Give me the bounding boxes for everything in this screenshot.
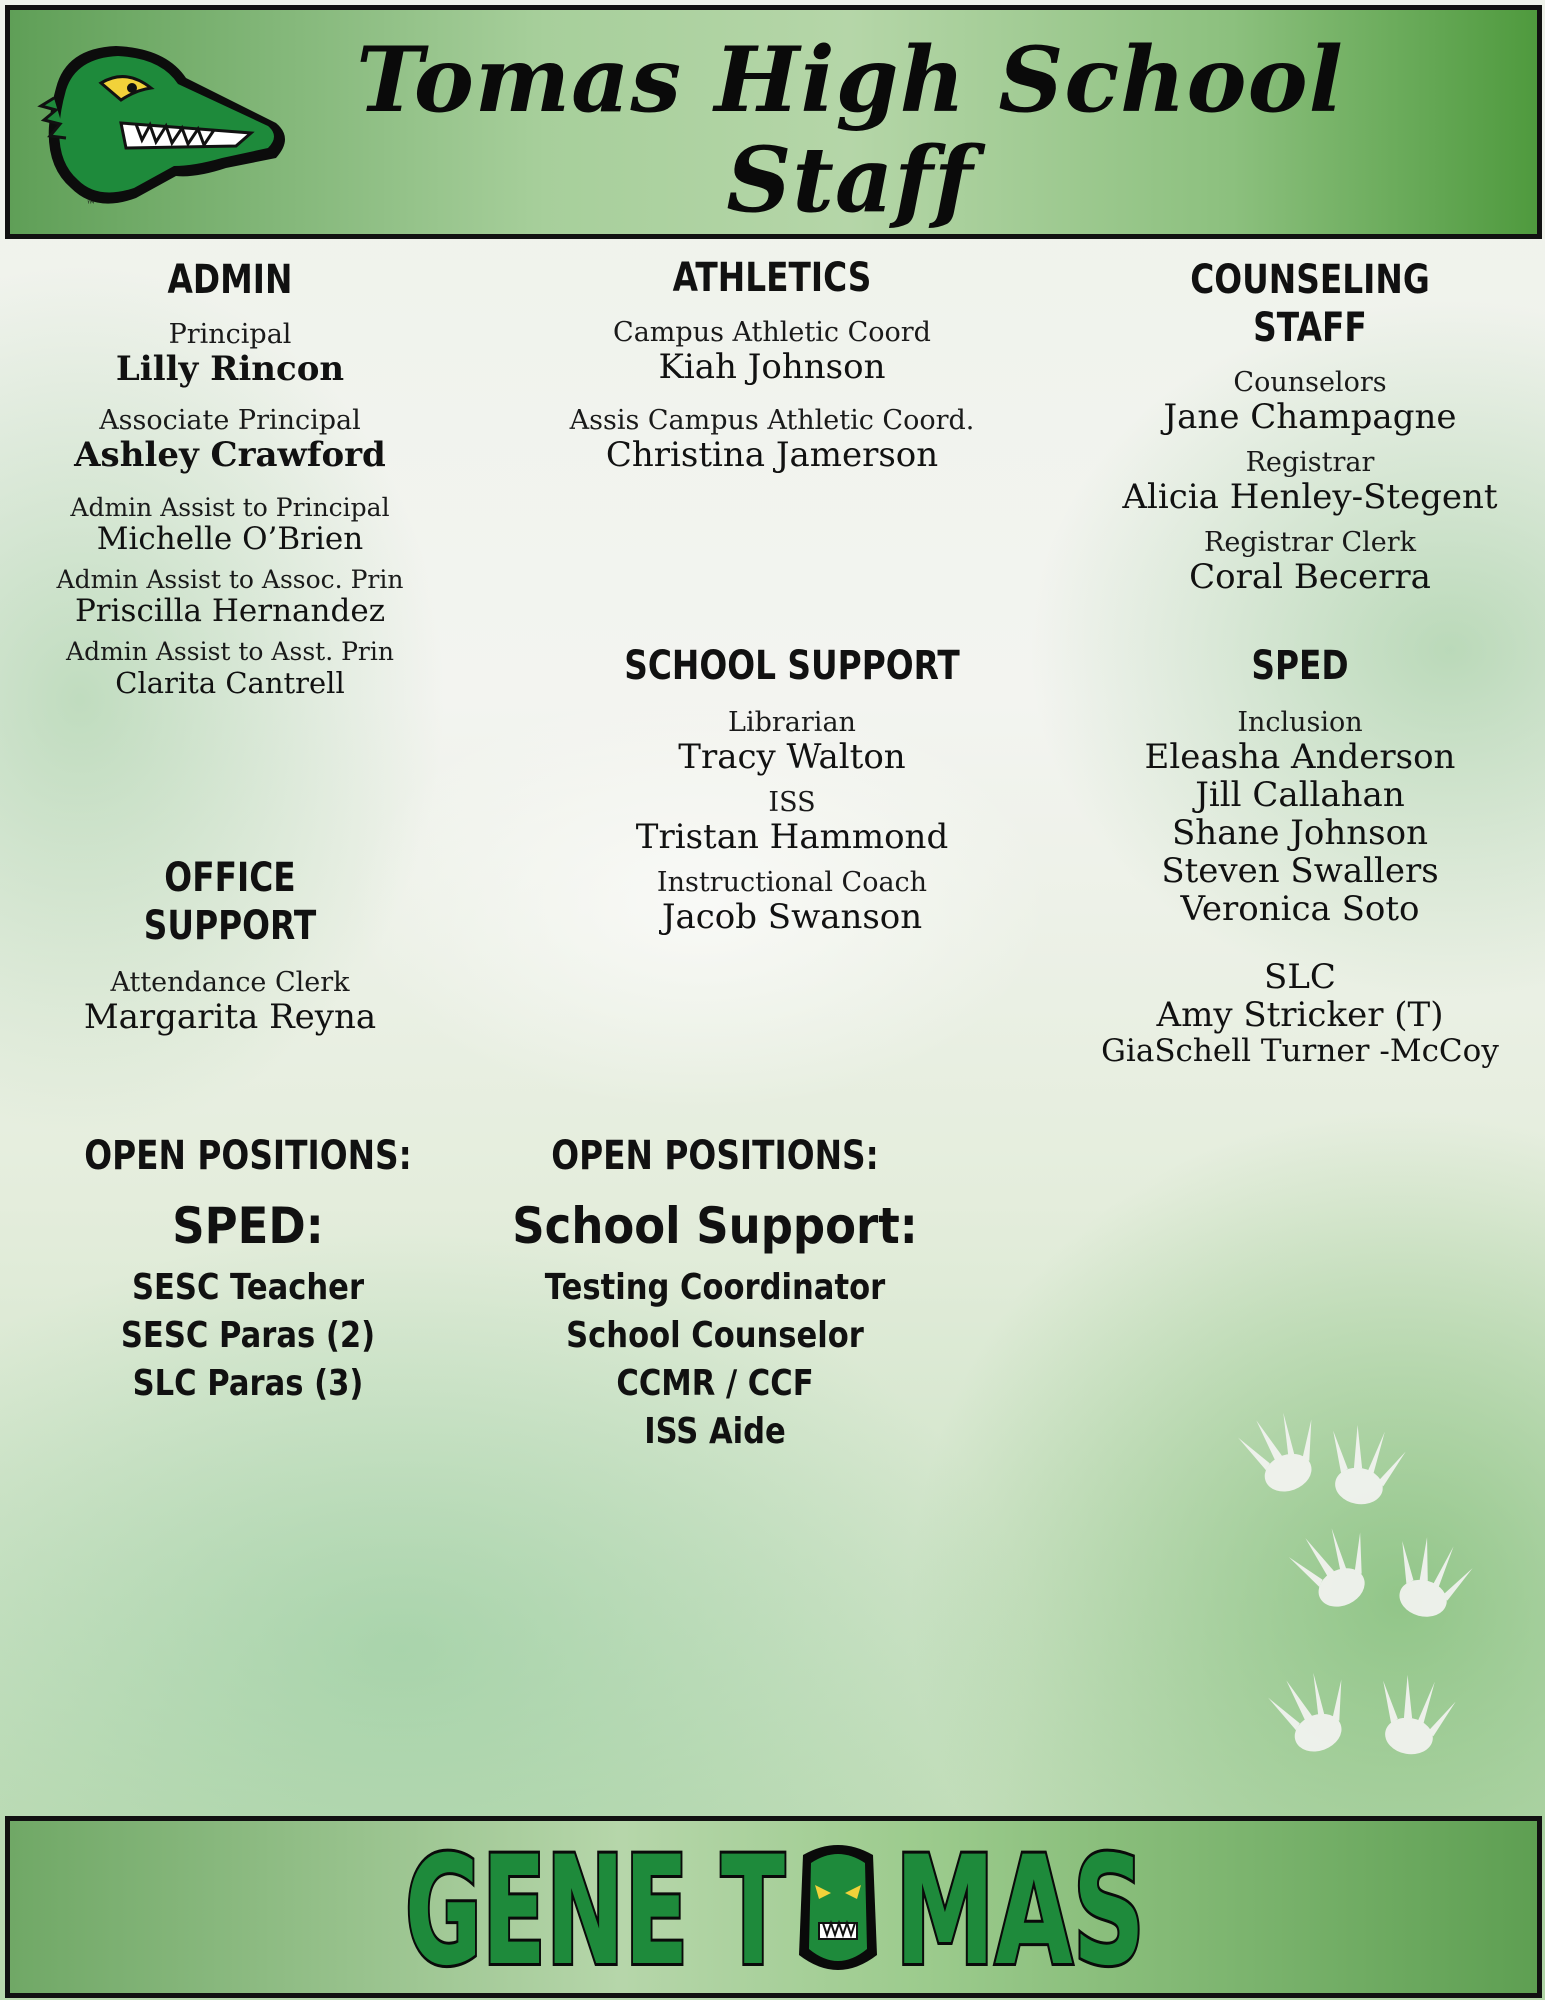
staff-name: Coral Becerra xyxy=(1189,557,1431,597)
open-positions-school-support xyxy=(480,1132,950,1456)
open-positions-heading: OPEN POSITIONS: xyxy=(551,1133,879,1179)
trademark-mark: ™ xyxy=(86,200,96,211)
staff-name: Shane Johnson xyxy=(1172,813,1428,853)
staff-name: Eleasha Anderson xyxy=(1144,737,1456,777)
counseling-heading: COUNSELING STAFF xyxy=(1190,257,1430,351)
sped-section xyxy=(1080,642,1520,1068)
role-label: Principal xyxy=(168,319,292,350)
open-position-item: Testing Coordinator xyxy=(544,1267,886,1308)
staff-name: Tracy Walton xyxy=(678,737,906,777)
admin-heading: ADMIN xyxy=(167,257,293,303)
staff-name: Alicia Henley-Stegent xyxy=(1122,477,1498,517)
role-label: Librarian xyxy=(728,707,856,738)
open-position-item: SESC Paras (2) xyxy=(120,1315,376,1356)
office-support-section xyxy=(40,854,420,1036)
role-label: Assis Campus Athletic Coord. xyxy=(569,405,975,436)
role-label: Registrar Clerk xyxy=(1204,527,1416,558)
role-label: Registrar xyxy=(1245,447,1375,478)
school-support-heading: SCHOOL SUPPORT xyxy=(624,643,960,689)
athletics-heading: ATHLETICS xyxy=(672,255,872,301)
gator-footprints-decoration xyxy=(1200,1400,1545,1820)
open-positions-heading: OPEN POSITIONS: xyxy=(84,1133,412,1179)
counseling-section xyxy=(1090,256,1530,596)
staff-name: Lilly Rincon xyxy=(115,349,345,389)
staff-name: Clarita Cantrell xyxy=(115,666,345,700)
role-label: Admin Assist to Assoc. Prin xyxy=(56,565,404,594)
staff-name: Amy Stricker (T) xyxy=(1156,995,1444,1035)
staff-name: Steven Swallers xyxy=(1161,851,1439,891)
open-category: SPED: xyxy=(172,1197,324,1255)
title-line-1: Tomas High School xyxy=(356,27,1344,133)
slc-label: SLC xyxy=(1264,957,1336,997)
open-position-item: SESC Teacher xyxy=(131,1267,365,1308)
staff-name: Michelle O’Brien xyxy=(96,521,364,557)
role-label: Attendance Clerk xyxy=(110,967,350,998)
office-support-heading: OFFICE SUPPORT xyxy=(143,855,317,949)
staff-name: Tristan Hammond xyxy=(635,817,949,857)
staff-name: Veronica Soto xyxy=(1180,889,1420,929)
staff-name: Jill Callahan xyxy=(1195,775,1405,815)
staff-name: Jacob Swanson xyxy=(661,897,923,937)
open-positions-sped xyxy=(48,1132,448,1408)
athletics-section xyxy=(552,254,992,474)
footer-banner xyxy=(5,1816,1542,1998)
inclusion-label: Inclusion xyxy=(1237,707,1363,738)
gator-head-icon xyxy=(799,1845,877,1970)
header-banner xyxy=(5,5,1542,239)
staff-name: Christina Jamerson xyxy=(605,435,939,475)
staff-name: Priscilla Hernandez xyxy=(74,593,386,629)
open-position-item: CCMR / CCF xyxy=(616,1363,814,1404)
role-label: Associate Principal xyxy=(99,405,361,436)
school-support-section xyxy=(572,642,1012,936)
open-position-item: SLC Paras (3) xyxy=(132,1363,364,1404)
role-label: ISS xyxy=(768,787,816,818)
page-title xyxy=(270,27,1430,233)
role-label: Admin Assist to Principal xyxy=(70,493,390,522)
staff-name: Margarita Reyna xyxy=(83,997,377,1037)
role-label: Counselors xyxy=(1233,367,1387,398)
admin-section xyxy=(40,256,420,700)
staff-name: GiaSchell Turner -McCoy xyxy=(1101,1033,1499,1069)
staff-name: Jane Champagne xyxy=(1163,397,1457,437)
role-label: Instructional Coach xyxy=(656,867,928,898)
open-position-item: School Counselor xyxy=(566,1315,864,1356)
sped-heading: SPED xyxy=(1251,643,1349,689)
staff-name: Ashley Crawford xyxy=(74,435,386,475)
staff-name: Kiah Johnson xyxy=(658,347,886,387)
gator-mascot-logo xyxy=(26,28,296,218)
role-label: Admin Assist to Asst. Prin xyxy=(66,637,394,666)
role-label: Campus Athletic Coord xyxy=(613,317,931,348)
wordmark-right: MAS xyxy=(895,1825,1145,1989)
title-line-2: Staff xyxy=(726,127,974,233)
open-position-item: ISS Aide xyxy=(644,1411,786,1452)
gene-tomas-wordmark-logo xyxy=(395,1825,1155,1989)
open-category: School Support: xyxy=(512,1197,918,1255)
wordmark-left: GENE T xyxy=(405,1825,785,1989)
